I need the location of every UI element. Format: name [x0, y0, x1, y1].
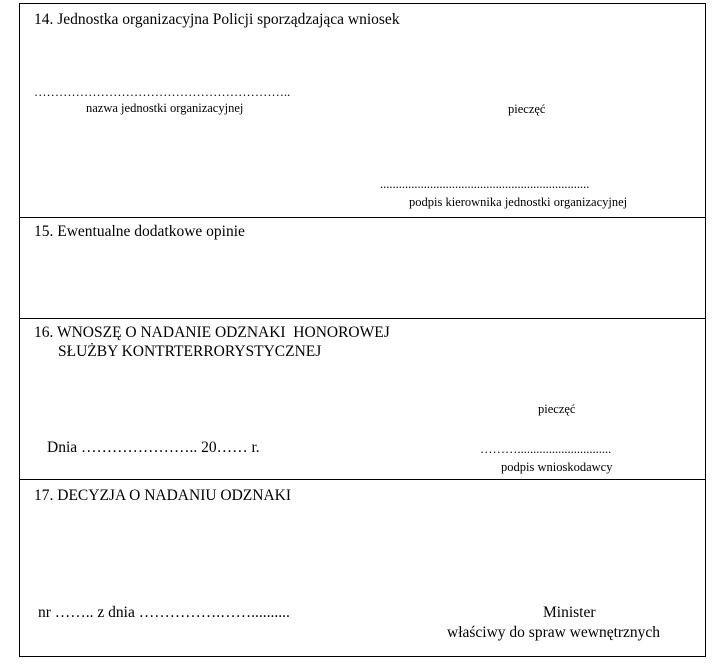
date-line: Dnia ………………….. 20…… r. [47, 439, 260, 456]
award-application-form [19, 3, 706, 657]
head-signature-dotted-line: ................................................................... [380, 177, 590, 191]
unit-name-label: nazwa jednostki organizacyjnej [86, 101, 244, 115]
applicant-signature-label: podpis wnioskodawcy [501, 460, 613, 474]
section-14-title: 14. Jednostka organizacyjna Policji sporządzająca wniosek [34, 11, 400, 28]
section-16-title-line1: 16. WNOSZĘ O NADANIE ODZNAKI HONOROWEJ [34, 324, 390, 341]
section-17 [20, 479, 705, 656]
minister-subtitle: właściwy do spraw wewnętrznych [447, 624, 661, 641]
stamp-label: pieczęć [538, 402, 576, 416]
head-signature-label: podpis kierownika jednostki organizacyjnej [409, 195, 628, 209]
section-15-title: 15. Ewentualne dodatkowe opinie [34, 223, 245, 240]
minister-title: Minister [543, 604, 596, 621]
stamp-label: pieczęć [508, 102, 546, 116]
unit-name-dotted-line: …………………………………………………….. [34, 85, 291, 99]
section-16-title-line2: SŁUŻBY KONTRTERRORYSTYCZNEJ [58, 343, 322, 360]
applicant-signature-dotted-line: ……….............................. [480, 442, 612, 456]
section-16 [20, 318, 705, 479]
section-14 [20, 4, 705, 217]
decision-number-line: nr …….. z dnia …………….…….......... [38, 604, 290, 621]
section-17-title: 17. DECYZJA O NADANIU ODZNAKI [34, 487, 292, 504]
section-15 [20, 217, 705, 318]
